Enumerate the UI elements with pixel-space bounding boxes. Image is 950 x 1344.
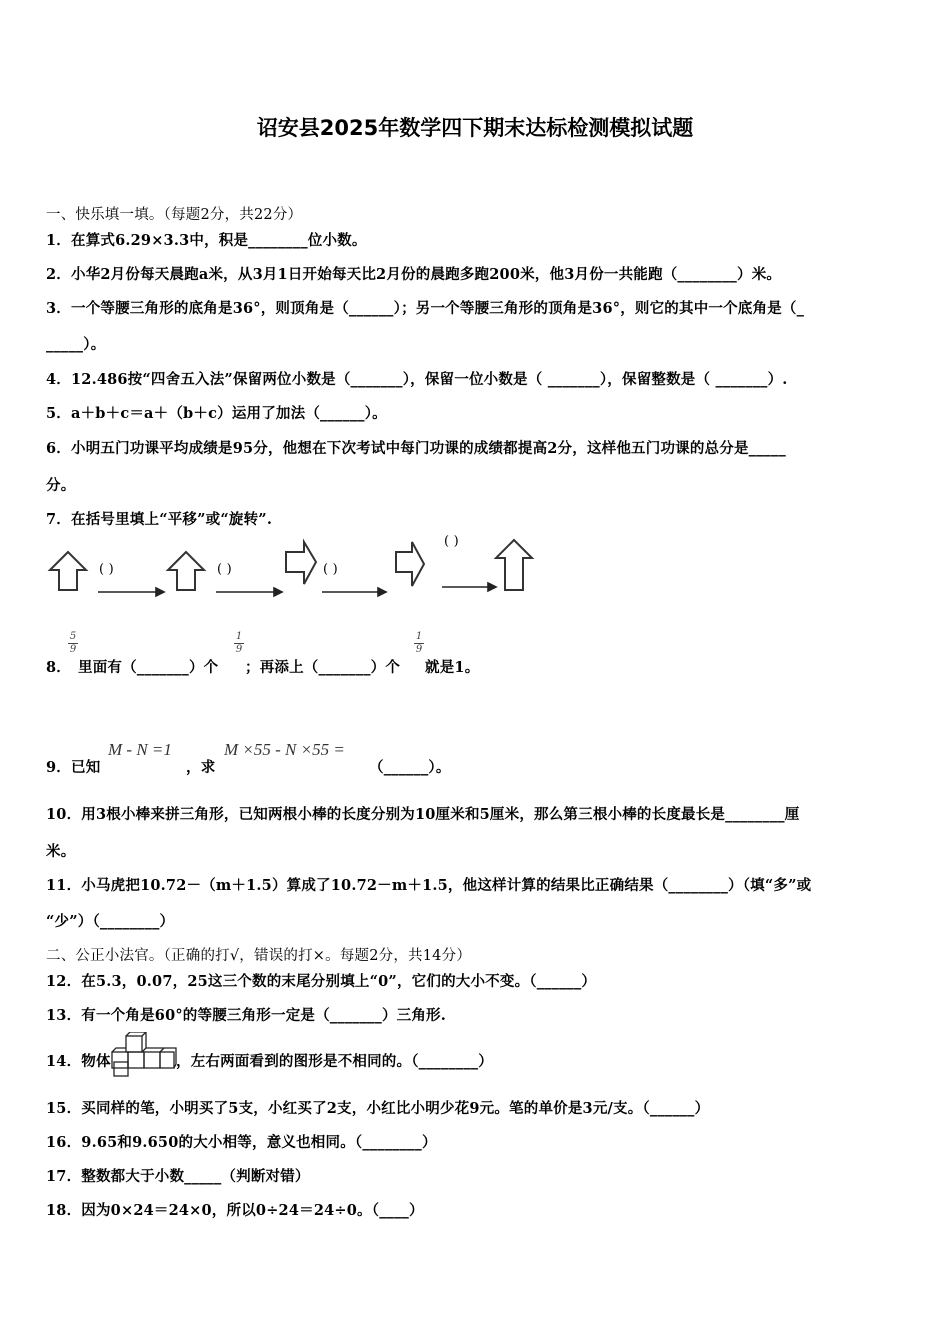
question-6-line-1: 6．小明五门功课平均成绩是95分，他想在下次考试中每门功课的成绩都提高2分，这样他五门功课的总分是_____ bbox=[46, 440, 786, 457]
fraction-5-9: 5 9 bbox=[69, 631, 77, 655]
section-1-heading: 一、快乐填一填。（每题2分，共22分） bbox=[46, 207, 303, 223]
question-7: 7．在括号里填上“平移”或“旋转”. bbox=[46, 511, 273, 528]
question-17: 17．整数都大于小数_____（判断对错） bbox=[46, 1168, 310, 1185]
question-10-line-1: 10．用3根小棒来拼三角形，已知两根小棒的长度分别为10厘米和5厘米，那么第三根小棒的长度最长是________厘 bbox=[46, 806, 800, 823]
question-4: 4．12.486按“四舍五入法”保留两位小数是（_______），保留一位小数是（ _______），保留整数是（ _______）. bbox=[46, 371, 788, 388]
equation-m-minus-n: M - N =1 bbox=[108, 740, 172, 759]
question-11-line-1: 11．小马虎把10.72－（m＋1.5）算成了10.72－m＋1.5，他这样计算的结果比正确结果（________）（填“多”或 bbox=[46, 877, 812, 894]
question-18: 18．因为0×24＝24×0，所以0÷24＝24÷0。（____） bbox=[46, 1202, 424, 1219]
question-8-part-3: 就是1。 bbox=[425, 659, 480, 676]
question-14-prefix: 14．物体 bbox=[46, 1053, 111, 1070]
question-9-mid: ，求 bbox=[186, 759, 216, 776]
question-2: 2．小华2月份每天晨跑a米，从3月1日开始每天比2月份的晨跑多跑200米，他3月份一共能跑（________）米。 bbox=[46, 266, 782, 283]
question-13: 13．有一个角是60°的等腰三角形一定是（_______）三角形. bbox=[46, 1007, 447, 1024]
question-3-line-2: _____）。 bbox=[46, 336, 106, 353]
question-15: 15．买同样的笔，小明买了5支，小红买了2支，小红比小明少花9元。笔的单价是3元/支。（______） bbox=[46, 1100, 710, 1117]
fraction-1-9-a: 1 9 bbox=[235, 631, 243, 655]
page-title: 诏安县2025年数学四下期末达标检测模拟试题 bbox=[256, 116, 694, 140]
cube-stack-figure bbox=[110, 1032, 178, 1078]
question-12: 12．在5.3，0.07，25这三个数的末尾分别填上“0”，它们的大小不变。（______） bbox=[46, 973, 597, 990]
up-arrow-shape-3 bbox=[496, 540, 532, 590]
question-3-line-1: 3．一个等腰三角形的底角是36°，则顶角是（______）；另一个等腰三角形的顶角是36°，则它的其中一个底角是（_ bbox=[46, 300, 805, 317]
question-8-part-1: 里面有（_______）个 bbox=[78, 659, 219, 676]
q7-blank-4: ( ) bbox=[444, 534, 459, 549]
question-8-part-2: ；再添上（_______）个 bbox=[245, 659, 401, 676]
question-5: 5．a＋b＋c＝a＋（b＋c）运用了加法（______）。 bbox=[46, 405, 387, 422]
translation-rotation-figure bbox=[46, 532, 536, 602]
right-arrow-shape-1 bbox=[286, 542, 316, 584]
fraction-1-9-b: 1 9 bbox=[415, 631, 423, 655]
q7-blank-1: ( ) bbox=[99, 562, 114, 577]
question-1: 1．在算式6.29×3.3中，积是________位小数。 bbox=[46, 232, 367, 249]
question-6-line-2: 分。 bbox=[46, 477, 76, 494]
question-9-prefix: 9．已知 bbox=[46, 759, 101, 776]
right-arrow-shape-2 bbox=[396, 542, 424, 586]
q7-blank-2: ( ) bbox=[217, 562, 232, 577]
up-arrow-shape-2 bbox=[168, 552, 204, 590]
question-9-suffix: （______）。 bbox=[369, 759, 451, 776]
question-14-suffix: ，左右两面看到的图形是不相同的。（________） bbox=[176, 1053, 493, 1070]
question-10-line-2: 米。 bbox=[46, 843, 76, 860]
section-2-heading: 二、公正小法官。（正确的打√，错误的打×。每题2分，共14分） bbox=[46, 948, 472, 964]
up-arrow-shape-1 bbox=[50, 552, 86, 590]
question-11-line-2: “少”）（________） bbox=[46, 913, 175, 930]
question-8-prefix: 8． bbox=[46, 659, 71, 676]
question-16: 16．9.65和9.650的大小相等，意义也相同。（________） bbox=[46, 1134, 437, 1151]
q7-blank-3: ( ) bbox=[323, 562, 338, 577]
expression-m55-minus-n55: M ×55 - N ×55 = bbox=[224, 740, 345, 759]
